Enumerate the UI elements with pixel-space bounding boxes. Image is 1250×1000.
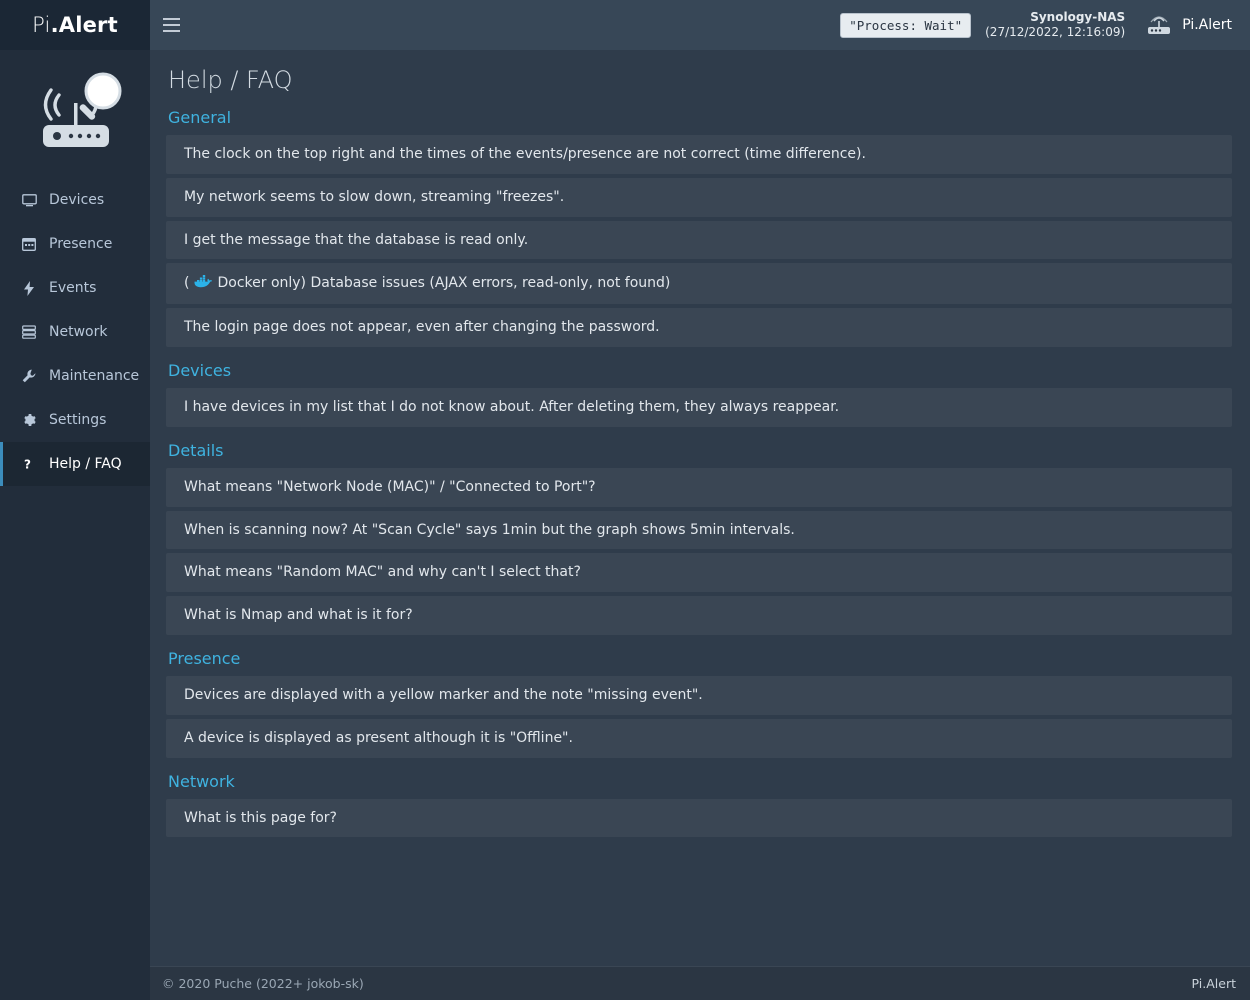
server-info [985,10,1125,40]
sidebar-item-presence[interactable] [0,222,150,266]
section-title-general: General [168,108,232,127]
user-menu[interactable] [1145,14,1240,36]
top-bar [0,0,1250,50]
sidebar-item-help-faq[interactable] [0,442,150,486]
body [0,50,1250,1000]
navbar-right [840,0,1240,50]
section-title-devices: Devices [168,360,232,380]
brand-prefix: Pi [32,13,51,37]
sidebar-item-events[interactable] [0,266,150,310]
faq-prefix: ( [184,275,190,292]
section-title-presence: Presence [168,648,241,668]
bolt-icon [21,281,37,296]
sidebar-item-label: Network [49,324,108,340]
faq-item[interactable]: What means "Random MAC" and why can't I select that? [166,553,1232,592]
monitor-icon [21,194,37,207]
sidebar-item-label: Presence [49,236,113,252]
faq-item[interactable]: I get the message that the database is read only. [166,221,1232,260]
sidebar-item-settings[interactable] [0,398,150,442]
sidebar-item-label: Maintenance [49,368,140,384]
footer [150,966,1250,1000]
faq-item[interactable]: What is Nmap and what is it for? [166,596,1232,635]
content-inner [150,50,1250,966]
svg-text:?: ? [24,457,31,471]
sidebar-item-label: Settings [49,412,107,428]
hamburger-icon[interactable] [150,0,192,50]
sidebar-item-network[interactable] [0,310,150,354]
faq-item-docker[interactable] [166,263,1232,304]
faq-item[interactable]: A device is displayed as present although it is "Offline". [166,719,1232,758]
sidebar-menu [0,178,150,486]
wrench-icon [21,369,37,383]
sidebar-item-label: Events [49,280,97,296]
footer-brand: Pi.Alert [1191,976,1236,991]
sidebar [0,50,150,1000]
question-icon [21,457,37,471]
faq-item[interactable]: What means "Network Node (MAC)" / "Connected to Port"? [166,468,1232,507]
brand-logo[interactable] [0,0,150,50]
router-icon [1145,14,1173,36]
faq-item[interactable]: The clock on the top right and the times of the events/presence are not correct (time difference). [166,135,1232,174]
server-name: Synology-NAS [1030,10,1126,24]
faq-item[interactable]: Devices are displayed with a yellow marker and the note "missing event". [166,676,1232,715]
footer-copyright: © 2020 Puche (2022+ jokob-sk) [162,976,364,991]
sidebar-item-label: Devices [49,192,105,208]
pialert-router-scan-logo [0,50,150,170]
faq-item[interactable]: What is this page for? [166,799,1232,838]
gear-icon [21,413,37,427]
faq-item[interactable]: The login page does not appear, even after changing the password. [166,308,1232,347]
navbar [150,0,1250,50]
sidebar-item-maintenance[interactable] [0,354,150,398]
section-title-network: Network [168,771,235,791]
docker-icon [194,274,212,293]
faq-item[interactable]: I have devices in my list that I do not know about. After deleting them, they always reappear. [166,388,1232,427]
faq-suffix: Docker only) Database issues (AJAX errors, read-only, not found) [217,275,671,292]
faq-item[interactable]: When is scanning now? At "Scan Cycle" says 1min but the graph shows 5min intervals. [166,511,1232,550]
content-area [150,50,1250,1000]
brand-suffix: .Alert [50,13,118,37]
page-title: Help / FAQ [168,66,293,94]
process-status-badge: "Process: Wait" [840,13,971,38]
sidebar-item-devices[interactable] [0,178,150,222]
user-label: Pi.Alert [1182,17,1232,33]
server-icon [21,325,37,339]
sidebar-item-label: Help / FAQ [49,456,122,472]
server-datetime: (27/12/2022, 12:16:09) [985,25,1126,39]
section-title-details: Details [168,440,224,460]
calendar-icon [21,237,37,251]
faq-item[interactable]: My network seems to slow down, streaming "freezes". [166,178,1232,217]
